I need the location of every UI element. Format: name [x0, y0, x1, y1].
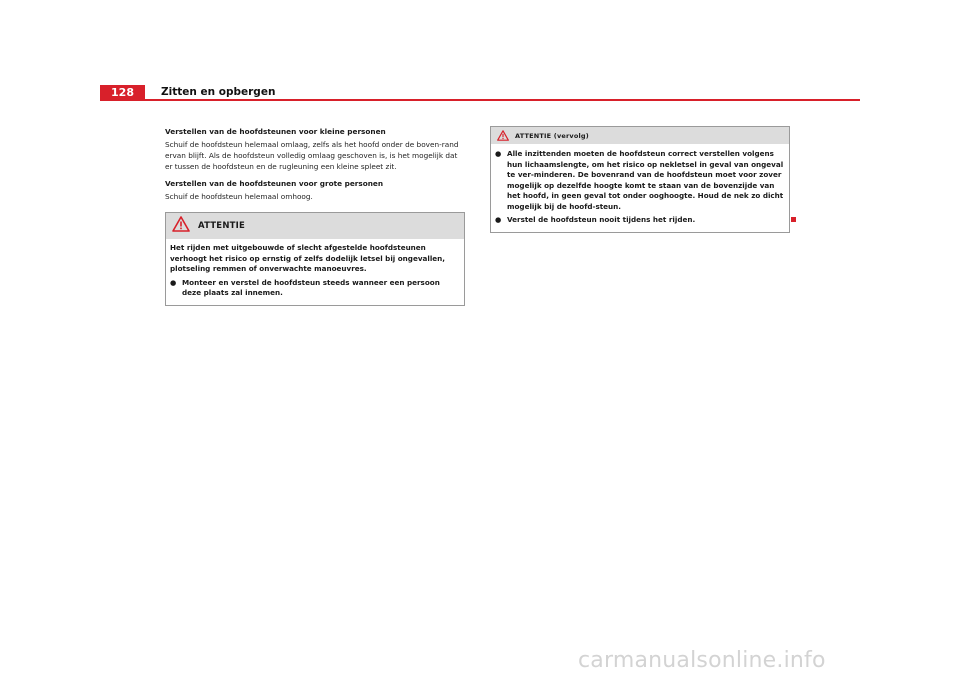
bullet-marker: ● [495, 149, 502, 158]
bullet-marker: ● [495, 215, 502, 224]
bullet-marker: ● [170, 277, 177, 287]
warning-text: Het rijden met uitgebouwde of slecht afgestelde hoofdsteunen verhoogt het risico op ernstig of zelfs dodelijk letsel bij ongevallen, plotseling remmen of onverwachte manoeuvres. [170, 243, 446, 273]
warning-bullet-item [495, 215, 785, 226]
header-rule [100, 99, 860, 101]
warning-triangle-icon [497, 126, 509, 145]
section-end-marker [791, 217, 796, 222]
warning-bullet-item [495, 149, 785, 212]
section-text-tall-persons: Schuif de hoofdsteun helemaal omhoog. [165, 192, 313, 201]
warning-box [165, 212, 465, 306]
section-text-small-persons: Schuif de hoofdsteun helemaal omlaag, zelfs als het hoofd onder de boven-rand ervan blijft. Als de hoofdsteun volledig omlaag geschoven is, is het mogelijk dat er tussen de hoofdsteun en de rugleuning een kleine spleet zit. [165, 140, 459, 171]
warning-bullet-text: Monteer en verstel de hoofdsteun steeds wanneer een persoon deze plaats zal innemen. [182, 277, 440, 297]
page-number: 128 [100, 85, 145, 100]
warning-triangle-icon [172, 216, 190, 236]
warning-header [166, 213, 464, 239]
right-column [490, 126, 790, 233]
warning-box-continued [490, 126, 790, 233]
left-column [165, 126, 465, 306]
chapter-title: Zitten en opbergen [161, 86, 276, 98]
warning-title-continued: ATTENTIE (vervolg) [515, 131, 589, 140]
warning-bullet-text: Alle inzittenden moeten de hoofdsteun correct verstellen volgens hun lichaamslengte, om het risico op nekletsel in geval van ongeval te ver-minderen. De bovenrand van de hoofdsteun moet voor zover mogelijk op dezelfde hoogte komt te staan van de bovenzijde van het hoofd, in geen geval tot onder ooghoogte. Houd de nek zo dicht mogelijk bij de hoofd-steun. [507, 149, 784, 211]
warning-title: ATTENTIE [198, 221, 245, 231]
warning-bullet-item [170, 278, 460, 299]
warning-header-continued [491, 127, 789, 144]
section-heading-small-persons: Verstellen van de hoofdsteunen voor kleine personen [165, 127, 386, 136]
warning-bullet-text: Verstel de hoofdsteun nooit tijdens het rijden. [507, 215, 696, 224]
section-heading-tall-persons: Verstellen van de hoofdsteunen voor grote personen [165, 179, 384, 188]
watermark: carmanualsonline.info [578, 648, 826, 673]
